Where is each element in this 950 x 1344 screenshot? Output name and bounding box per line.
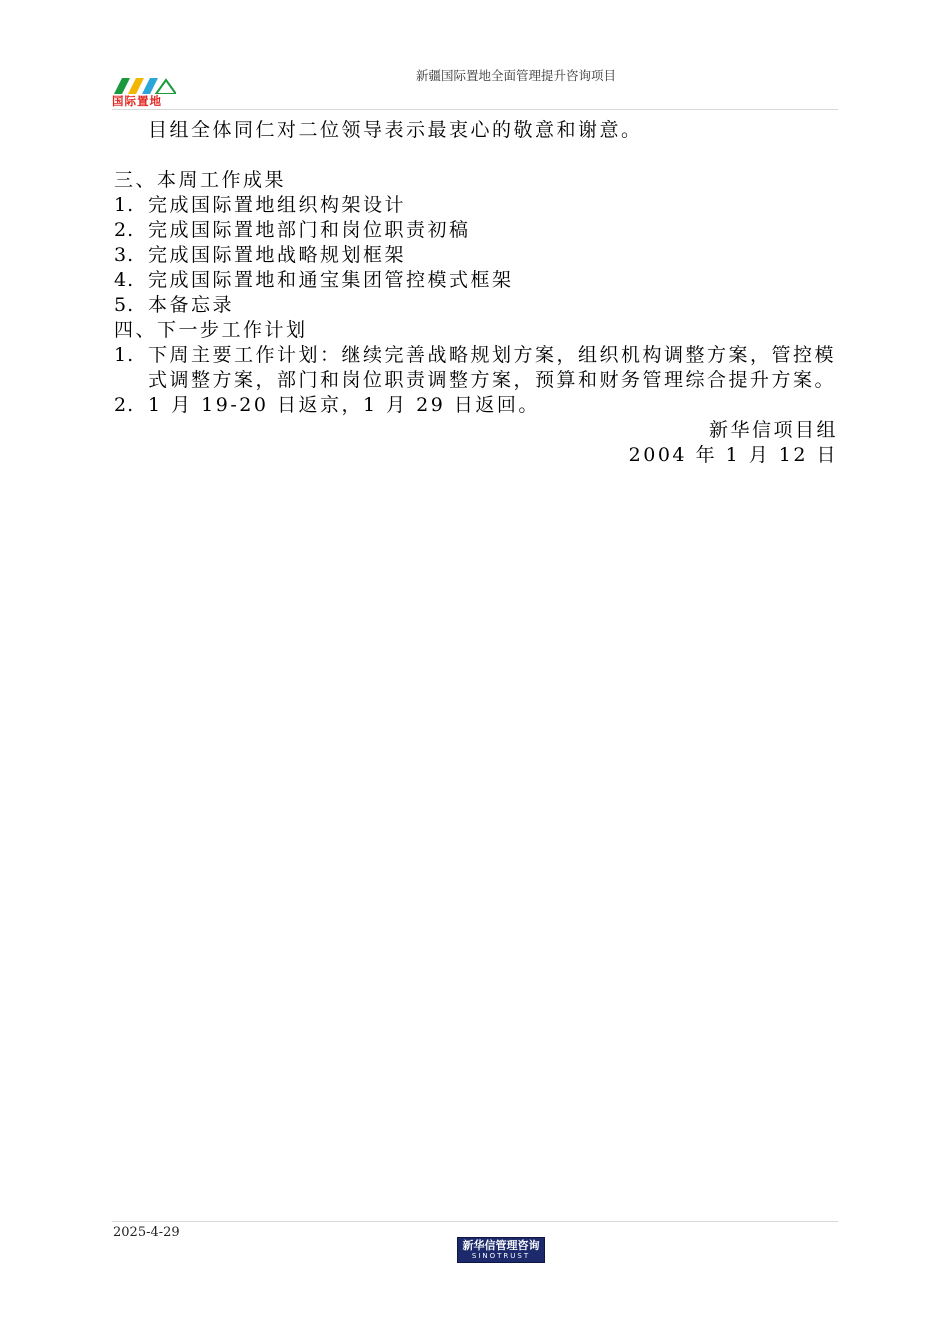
list-number: 2.: [114, 219, 135, 241]
signature-date: 2004 年 1 月 12 日: [628, 444, 838, 466]
logo-roof-icon: [114, 78, 176, 94]
signature: 新华信项目组: [708, 419, 838, 441]
list-text: 完成国际置地组织构架设计: [148, 194, 407, 216]
badge-chinese-name: 新华信管理咨询: [462, 1239, 540, 1252]
section-heading-next-steps: 四、下一步工作计划: [114, 319, 308, 341]
list-text: 本备忘录: [148, 294, 235, 316]
list-item: [114, 193, 838, 218]
header-title: 新疆国际置地全面管理提升咨询项目: [415, 68, 616, 83]
company-logo: [112, 78, 178, 110]
blank-line: [114, 143, 838, 168]
list-text: 完成国际置地战略规划框架: [148, 244, 407, 266]
list-number: 3.: [114, 244, 135, 266]
list-number: 1.: [114, 344, 135, 366]
page-header: [112, 62, 838, 110]
badge-english-name: SINOTRUST: [471, 1252, 531, 1260]
list-item: [114, 293, 838, 318]
sinotrust-logo: [457, 1237, 545, 1263]
list-text: 完成国际置地部门和岗位职责初稿: [148, 219, 471, 241]
list-item: [114, 268, 838, 293]
footer-divider: [112, 1221, 838, 1222]
list-number: 5.: [114, 294, 135, 316]
header-divider: [112, 109, 838, 110]
logo-text: 国际置地: [112, 94, 162, 108]
list-text: 1 月 19-20 日返京，1 月 29 日返回。: [148, 394, 540, 416]
list-text: 下周主要工作计划：继续完善战略规划方案，组织机构调整方案，管控模式调整方案，部门和岗位职责调整方案，预算和财务管理综合提升方案。: [148, 344, 837, 391]
list-number: 1.: [114, 194, 135, 216]
footer-date: 2025-4-29: [113, 1225, 180, 1240]
list-item: [114, 218, 838, 243]
list-number: 4.: [114, 269, 135, 291]
list-text: 完成国际置地和通宝集团管控模式框架: [148, 269, 514, 291]
intro-paragraph: 目组全体同仁对二位领导表示最衷心的敬意和谢意。: [148, 119, 643, 141]
list-number: 2.: [114, 394, 135, 416]
list-item: [114, 343, 838, 393]
list-item: [114, 243, 838, 268]
document-body: [114, 118, 838, 468]
list-item: [114, 393, 838, 418]
section-heading-weekly-results: 三、本周工作成果: [114, 169, 287, 191]
